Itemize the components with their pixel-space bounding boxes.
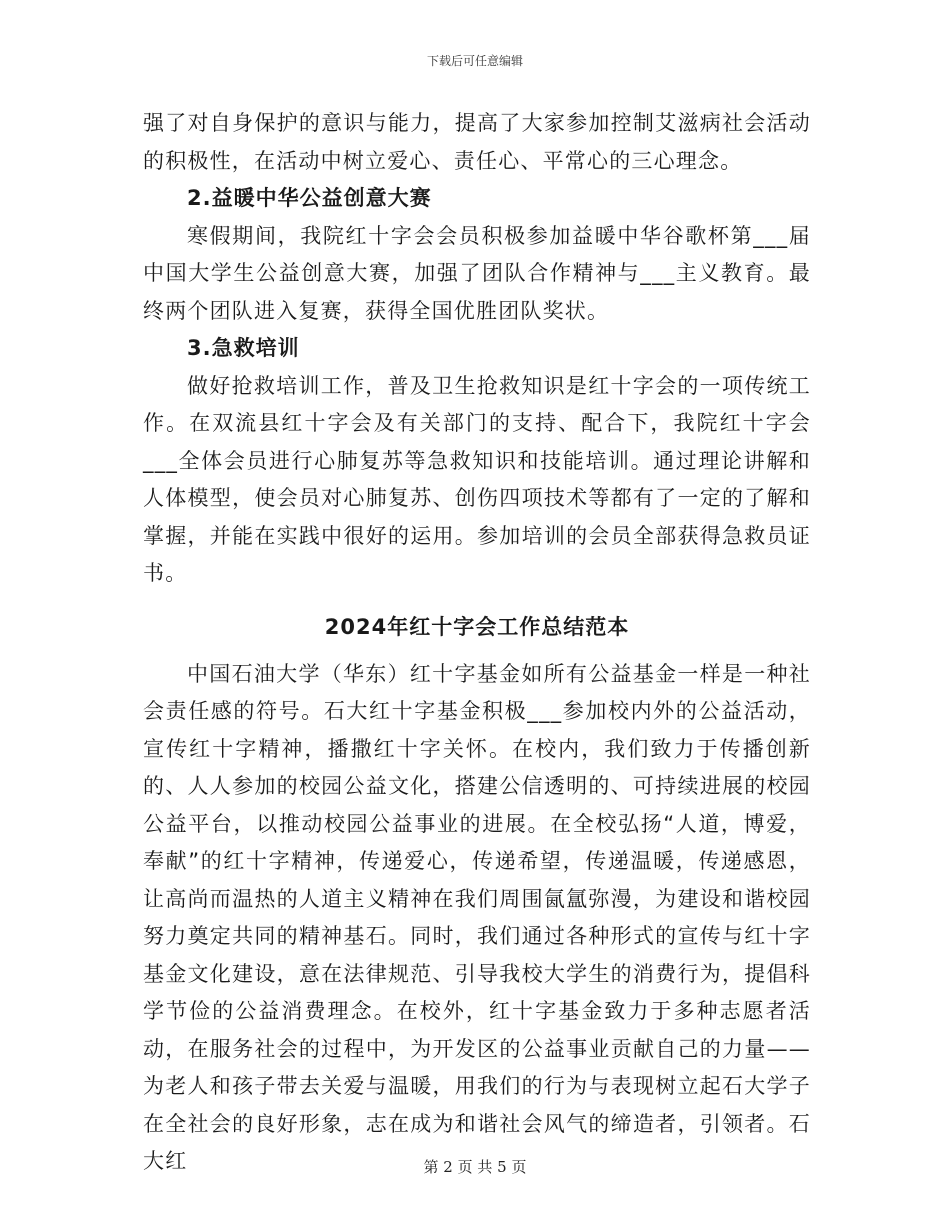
page-header: 下载后可任意编辑 [426, 54, 523, 68]
article-paragraph: 中国石油大学（华东）红十字基金如所有公益基金一样是一种社会责任感的符号。石大红十字基金积极___参加校内外的公益活动，宣传红十字精神，播撒红十字关怀。在校内，我们致力于传播创新的、人人参加的校园公益文化，搭建公信透明的、可持续进展的校园公益平台，以推动校园公益事业的进展。在全校弘扬“人道，博爱，奉献”的红十字精神，传递爱心，传递希望，传递温暖，传递感恩，让高尚而温热的人道主义精神在我们周围氤氲弥漫，为建设和谐校园努力奠定共同的精神基石。同时，我们通过各种形式的宣传与红十字基金文化建设，意在法律规范、引导我校大学生的消费行为，提倡科学节俭的公益消费理念。在校外，红十字基金致力于多种志愿者活动，在服务社会的过程中，为开发区的公益事业贡献自己的力量——为老人和孩子带去关爱与温暖，用我们的行为与表现树立起石大学子在全社会的良好形象，志在成为和谐社会风气的缔造者，引领者。石大红 [143, 661, 811, 1173]
page-number: 第 2 页 共 5 页 [423, 1158, 527, 1176]
section-3-heading: 3.急救培训 [187, 336, 300, 360]
article-title: 2024年红十字会工作总结范本 [324, 614, 630, 639]
section-3-paragraph: 做好抢救培训工作，普及卫生抢救知识是红十字会的一项传统工作。在双流县红十字会及有关部门的支持、配合下，我院红十字会___全体会员进行心肺复苏等急救知识和技能培训。通过理论讲解和人体模型，使会员对心肺复苏、创伤四项技术等都有了一定的了解和掌握，并能在实践中很好的运用。参加培训的会员全部获得急救员证书。 [143, 373, 811, 585]
intro-paragraph: 强了对自身保护的意识与能力，提高了大家参加控制艾滋病社会活动的积极性，在活动中树立爱心、责任心、平常心的三心理念。 [143, 111, 811, 173]
section-2-paragraph: 寒假期间，我院红十字会会员积极参加益暖中华谷歌杯第___届中国大学生公益创意大赛，加强了团队合作精神与___主义教育。最终两个团队进入复赛，获得全国优胜团队奖状。 [143, 223, 811, 323]
section-2-heading: 2.益暖中华公益创意大赛 [187, 186, 432, 210]
document-body [143, 105, 811, 1181]
